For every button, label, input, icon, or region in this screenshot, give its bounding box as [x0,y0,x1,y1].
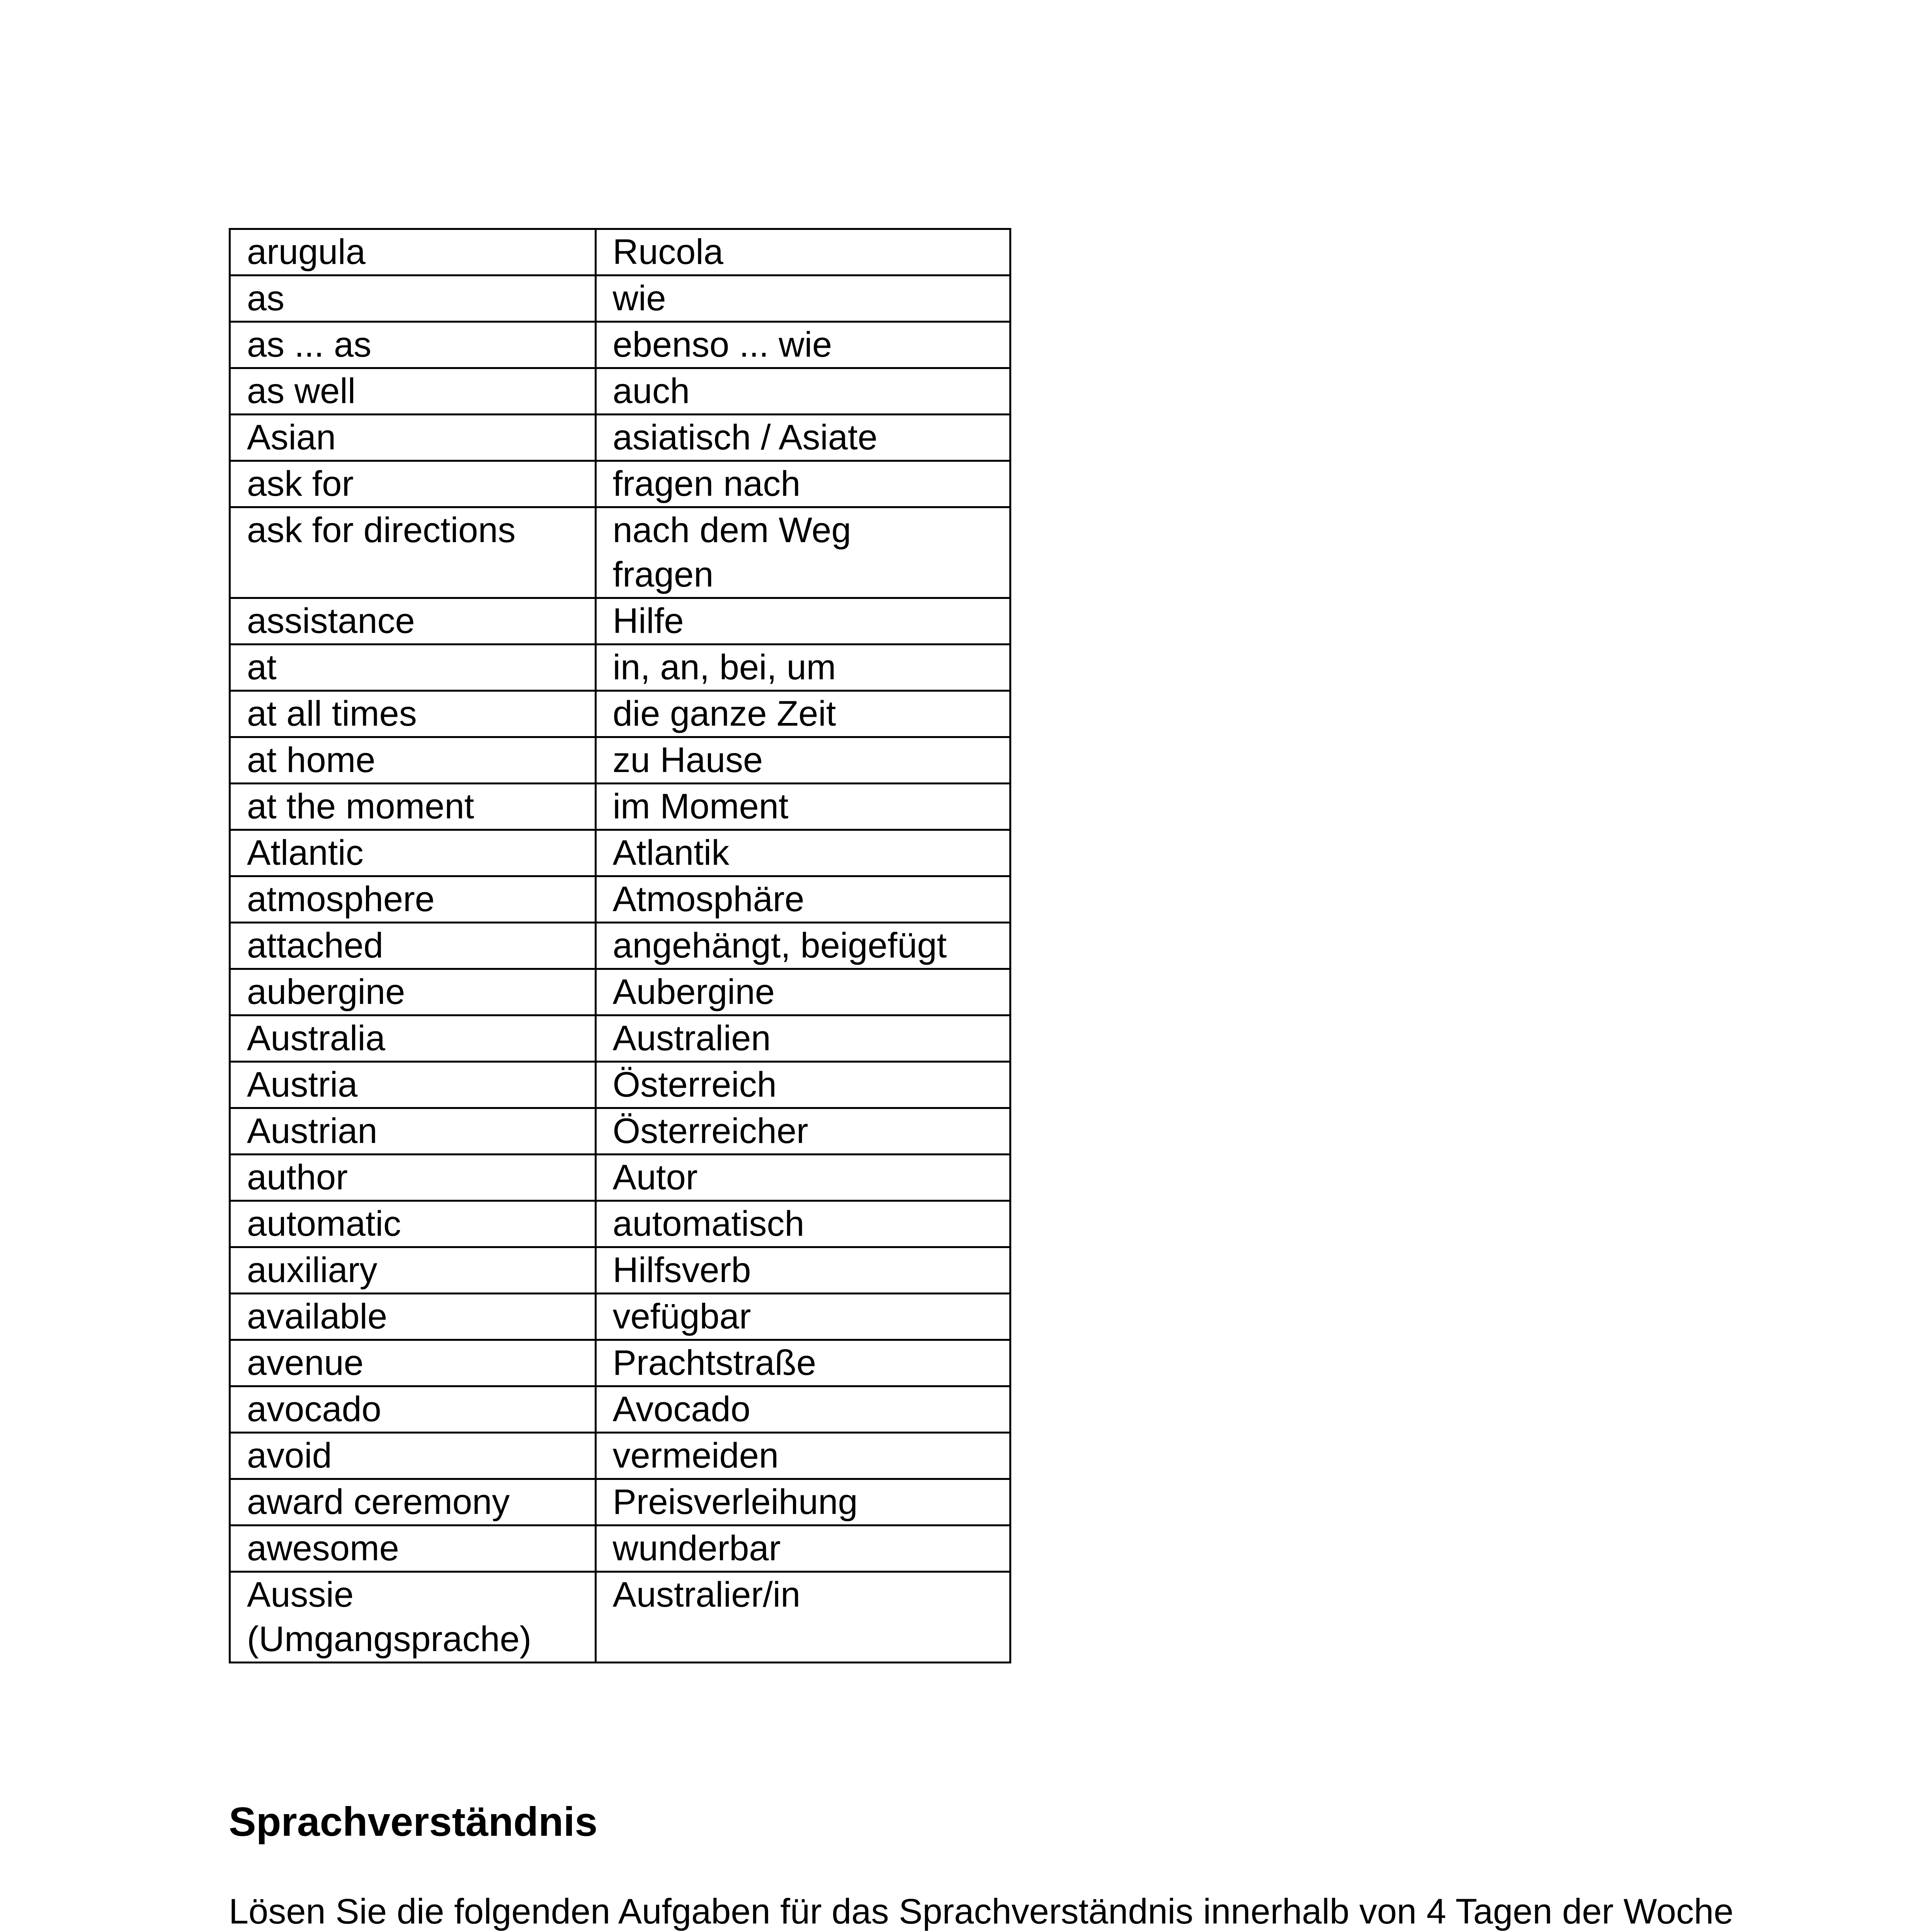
vocab-row [230,368,1010,415]
vocab-english-cell: at the moment [230,784,596,830]
vocab-row [230,784,1010,830]
vocab-english-cell: automatic [230,1201,596,1247]
vocab-german-cell: wie [595,276,1010,322]
vocab-row [230,876,1010,923]
vocab-english-cell: attached [230,923,596,969]
vocab-german-cell: angehängt, beigefügt [595,923,1010,969]
vocab-english-cell: Australia [230,1015,596,1062]
vocab-german-cell: in, an, bei, um [595,645,1010,691]
vocab-row [230,737,1010,784]
vocab-german-cell: Atmosphäre [595,876,1010,923]
vocab-german-cell: auch [595,368,1010,415]
vocab-row [230,645,1010,691]
vocab-english-cell: atmosphere [230,876,596,923]
vocab-german-cell: Aubergine [595,969,1010,1015]
vocab-row [230,830,1010,876]
vocab-german-cell: asiatisch / Asiate [595,415,1010,461]
vocab-english-cell: Aussie (Umgangsprache) [230,1572,596,1663]
vocab-german-cell: Österreicher [595,1108,1010,1155]
vocab-row [230,1201,1010,1247]
vocab-english-cell: at all times [230,691,596,737]
vocab-german-cell: Österreich [595,1062,1010,1108]
vocab-english-cell: ask for directions [230,507,596,598]
vocab-row [230,969,1010,1015]
vocab-english-cell: Austria [230,1062,596,1108]
vocab-german-cell: nach dem Weg fragen [595,507,1010,598]
vocab-english-cell: awesome [230,1526,596,1572]
vocab-german-cell: Hilfsverb [595,1247,1010,1294]
vocab-row [230,1526,1010,1572]
vocab-english-cell: assistance [230,598,596,645]
vocab-english-cell: ask for [230,461,596,507]
vocab-row [230,1062,1010,1108]
vocab-english-cell: Asian [230,415,596,461]
vocab-row [230,461,1010,507]
vocab-german-cell: vermeiden [595,1433,1010,1479]
vocab-row [230,1433,1010,1479]
vocab-english-cell: as [230,276,596,322]
vocab-row [230,1479,1010,1526]
vocab-german-cell: zu Hause [595,737,1010,784]
vocab-german-cell: wunderbar [595,1526,1010,1572]
vocab-german-cell: die ganze Zeit [595,691,1010,737]
vocab-english-cell: author [230,1155,596,1201]
vocab-english-cell: avocado [230,1386,596,1433]
vocab-row [230,276,1010,322]
vocab-english-cell: arugula [230,229,596,276]
vocabulary-table [229,228,1011,1663]
vocab-german-cell: automatisch [595,1201,1010,1247]
vocab-row [230,1572,1010,1663]
vocab-row [230,322,1010,368]
vocab-row [230,1340,1010,1386]
intro-paragraph: Lösen Sie die folgenden Aufgaben für das Sprachverständnis innerhalb von 4 Tagen der Woche [229,1892,1734,1931]
vocab-german-cell: Australien [595,1015,1010,1062]
vocab-english-cell: Atlantic [230,830,596,876]
vocab-german-cell: ebenso ... wie [595,322,1010,368]
vocab-german-cell: Preisverleihung [595,1479,1010,1526]
vocab-german-cell: vefügbar [595,1294,1010,1340]
vocab-german-cell: Hilfe [595,598,1010,645]
vocab-row [230,598,1010,645]
vocab-row [230,507,1010,598]
vocab-row [230,1247,1010,1294]
vocab-row [230,1155,1010,1201]
vocab-english-cell: available [230,1294,596,1340]
vocab-row [230,923,1010,969]
vocab-german-cell: im Moment [595,784,1010,830]
vocab-row [230,1015,1010,1062]
section-heading: Sprachverständnis [229,1799,598,1845]
vocab-german-cell: Avocado [595,1386,1010,1433]
vocab-german-cell: Rucola [595,229,1010,276]
vocab-english-cell: avoid [230,1433,596,1479]
vocab-german-cell: Australier/in [595,1572,1010,1663]
vocab-german-cell: Atlantik [595,830,1010,876]
vocab-english-cell: Austrian [230,1108,596,1155]
vocab-english-cell: award ceremony [230,1479,596,1526]
vocab-row [230,1108,1010,1155]
vocab-english-cell: at [230,645,596,691]
vocab-english-cell: aubergine [230,969,596,1015]
vocab-english-cell: as ... as [230,322,596,368]
vocabulary-table-body [230,229,1010,1663]
vocab-english-cell: at home [230,737,596,784]
vocab-german-cell: Prachtstraße [595,1340,1010,1386]
vocab-row [230,415,1010,461]
vocab-row [230,229,1010,276]
vocab-row [230,1294,1010,1340]
vocab-english-cell: auxiliary [230,1247,596,1294]
vocab-row [230,691,1010,737]
vocab-row [230,1386,1010,1433]
vocab-german-cell: fragen nach [595,461,1010,507]
vocab-german-cell: Autor [595,1155,1010,1201]
vocab-english-cell: as well [230,368,596,415]
vocab-english-cell: avenue [230,1340,596,1386]
